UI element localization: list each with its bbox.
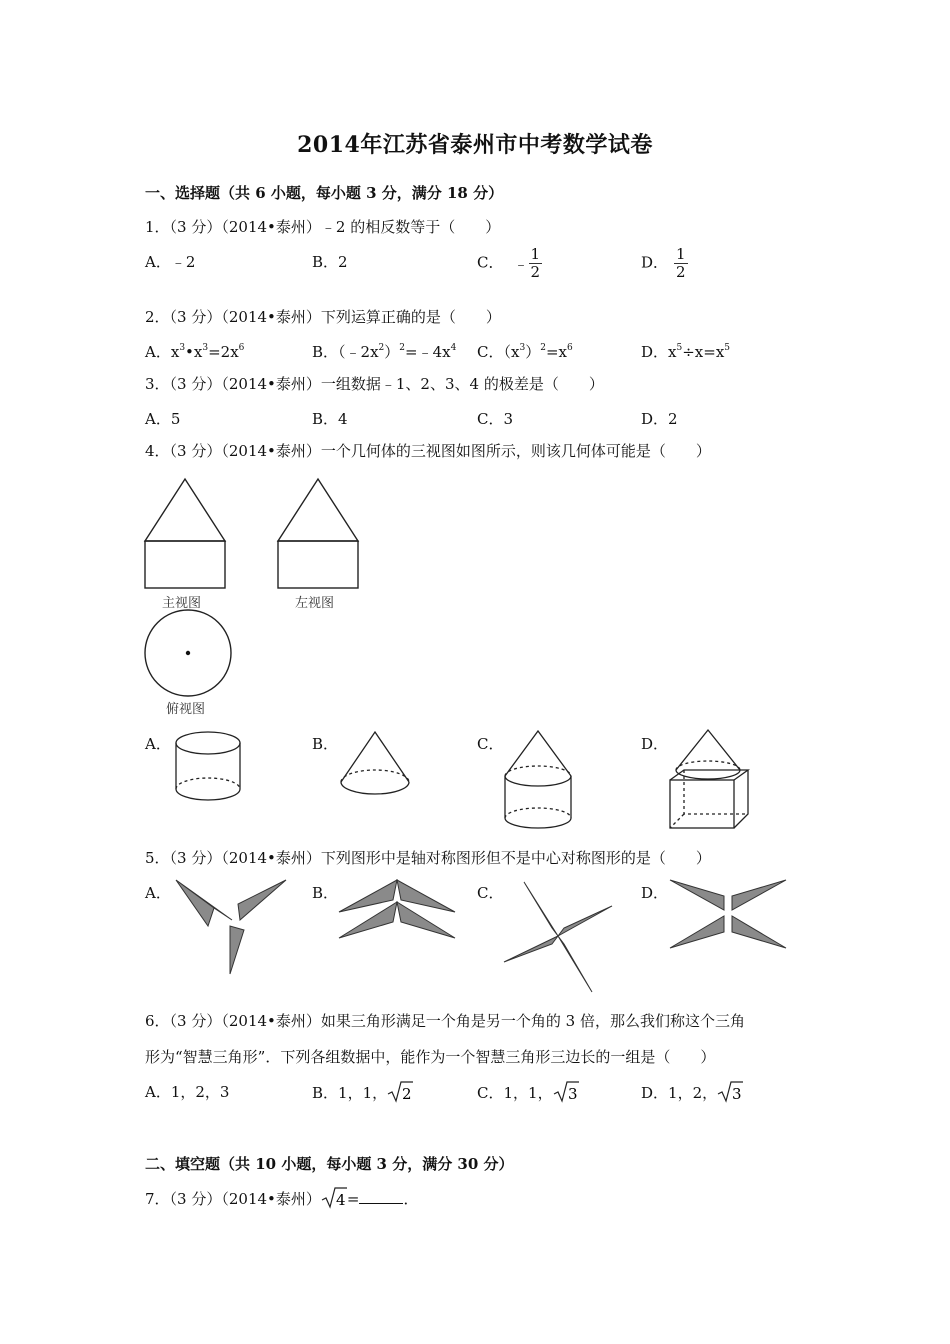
q2-c-part: ） (525, 343, 541, 361)
section-1-header: 一、选择题（共 6 小题，每小题 3 分，满分 18 分） (145, 184, 504, 202)
q2-a-part: =2x (208, 343, 239, 361)
q3-option-c[interactable]: C．3 (477, 410, 514, 428)
cone-figure[interactable] (335, 726, 415, 796)
q2-b-part: （﹣2x (338, 343, 379, 361)
q2-a-part: •x (185, 343, 203, 361)
q6-b-text: B．1，1， (312, 1084, 388, 1102)
cylinder-figure[interactable] (170, 728, 246, 804)
q3-option-a[interactable]: A．5 (145, 410, 181, 428)
q2-option-b[interactable] (312, 341, 456, 362)
q2-c-label: C． (477, 343, 504, 361)
question-6-stem-line-2: 形为“智慧三角形”．下列各组数据中，能作为一个智慧三角形三边长的一组是（ ） (145, 1048, 716, 1066)
q2-option-c[interactable] (477, 341, 573, 362)
q6-b-radicand: 2 (402, 1085, 412, 1103)
q4-option-c-label[interactable]: C． (477, 735, 504, 753)
question-5-stem: 5．（3 分）（2014•泰州）下列图形中是轴对称图形但不是中心对称图形的是（ ） (145, 849, 711, 867)
left-view-triangle (278, 479, 358, 541)
q2-b-label: B． (312, 343, 339, 361)
q6-d-text: D．1，2， (641, 1084, 718, 1102)
q2-c-part: =x (545, 343, 567, 361)
question-7 (145, 1187, 418, 1213)
q2-b-sup: 4 (450, 343, 457, 353)
q2-a-label: A． (145, 343, 171, 361)
q1-d-denominator: 2 (676, 263, 686, 281)
top-view-caption: 俯视图 (166, 702, 206, 717)
q7-answer-blank[interactable] (359, 1191, 403, 1204)
q1-option-c-label: C． (477, 253, 504, 272)
q6-c-text: C．1，1， (477, 1084, 553, 1102)
q1-option-b[interactable]: B．2 (312, 253, 348, 271)
q2-b-part: =﹣4x (405, 343, 451, 361)
question-7-stem: 7．（3 分）（2014•泰州） (145, 1190, 321, 1208)
q2-d-sup: 5 (724, 343, 731, 353)
pinwheel-figure[interactable] (498, 876, 618, 996)
four-kites-figure[interactable] (664, 874, 792, 954)
q5-option-d-label[interactable]: D． (641, 884, 669, 902)
cone-on-cuboid-figure[interactable] (664, 726, 754, 832)
mirrored-kites-figure[interactable] (335, 874, 459, 946)
q1-option-c-fraction (529, 246, 543, 281)
q2-c-sup: 2 (540, 343, 546, 353)
q1-option-d-label: D． (641, 253, 669, 272)
q2-d-part: ÷x=x (682, 343, 725, 361)
q4-option-b-label[interactable]: B． (312, 735, 339, 753)
q2-a-part: x (170, 343, 180, 361)
q2-b-sup: 2 (399, 343, 406, 353)
q7-radicand: 4 (335, 1191, 346, 1209)
q6-c-radicand: 3 (567, 1085, 578, 1103)
question-4-stem: 4．（3 分）（2014•泰州）一个几何体的三视图如图所示，则该几何体可能是（ ） (145, 442, 711, 460)
question-3-stem: 3．（3 分）（2014•泰州）一组数据﹣1、2、3、4 的极差是（ ） (145, 375, 604, 393)
q1-option-d-fraction (674, 246, 688, 281)
left-view-caption: 左视图 (295, 596, 335, 611)
cone-on-cylinder-figure[interactable] (498, 726, 578, 836)
q2-b-sup: 2 (378, 343, 385, 353)
q2-c-sup: 6 (566, 343, 573, 353)
q1-d-numerator: 1 (676, 245, 686, 263)
q2-option-a[interactable] (145, 341, 244, 362)
top-view-center-dot (186, 651, 190, 655)
q7-period: ． (403, 1190, 419, 1208)
question-1-stem: 1．（3 分）（2014•泰州）﹣2 的相反数等于（ ） (145, 218, 501, 236)
question-6-stem-line-1: 6．（3 分）（2014•泰州）如果三角形满足一个角是另一个角的 3 倍，那么我们称这个三角 (145, 1012, 745, 1030)
q1-c-numerator: 1 (530, 245, 541, 263)
three-blade-figure[interactable] (168, 874, 292, 978)
q1-option-c[interactable] (477, 246, 542, 281)
q2-d-label: D． (641, 343, 669, 361)
q2-c-sup: 3 (519, 343, 526, 353)
q6-d-radical (717, 1081, 743, 1107)
q6-option-c[interactable] (477, 1081, 579, 1107)
front-view-triangle (145, 479, 225, 541)
q3-option-d[interactable]: D．2 (641, 410, 678, 428)
q6-b-radical (387, 1081, 413, 1107)
q7-equals: = (346, 1190, 360, 1208)
q2-d-part: x (668, 343, 677, 361)
q6-c-radical (553, 1081, 579, 1107)
q2-c-part: （x (503, 343, 520, 361)
q2-d-sup: 5 (676, 343, 683, 353)
q7-radical (321, 1187, 347, 1213)
q1-option-d[interactable] (641, 246, 688, 281)
front-view-caption: 主视图 (162, 596, 202, 611)
q6-option-b[interactable] (312, 1081, 413, 1107)
page-title: 2014年江苏省泰州市中考数学试卷 (297, 132, 653, 158)
q2-a-sup: 6 (238, 343, 245, 353)
q4-option-a-label[interactable]: A． (145, 735, 171, 753)
q5-option-b-label[interactable]: B． (312, 884, 339, 902)
section-2-header: 二、填空题（共 10 小题，每小题 3 分，满分 30 分） (145, 1155, 514, 1173)
left-view-rectangle (278, 541, 358, 588)
q1-option-a[interactable]: A．﹣2 (145, 253, 196, 271)
q6-d-radicand: 3 (732, 1085, 742, 1103)
question-2-stem: 2．（3 分）（2014•泰州）下列运算正确的是（ ） (145, 308, 501, 326)
q6-option-d[interactable] (641, 1081, 743, 1107)
q4-option-d-label[interactable]: D． (641, 735, 669, 753)
q2-option-d[interactable] (641, 341, 730, 362)
q6-option-a[interactable]: A．1，2，3 (145, 1083, 230, 1101)
q2-b-part: ） (384, 343, 400, 361)
q1-c-denominator: 2 (530, 263, 541, 281)
q2-a-sup: 3 (179, 343, 186, 353)
q2-a-sup: 3 (202, 343, 209, 353)
front-view-rectangle (145, 541, 225, 588)
q1-option-c-sign: ﹣ (513, 255, 529, 273)
q5-option-a-label[interactable]: A． (145, 884, 171, 902)
q5-option-c-label[interactable]: C． (477, 884, 504, 902)
q3-option-b[interactable]: B．4 (312, 410, 348, 428)
